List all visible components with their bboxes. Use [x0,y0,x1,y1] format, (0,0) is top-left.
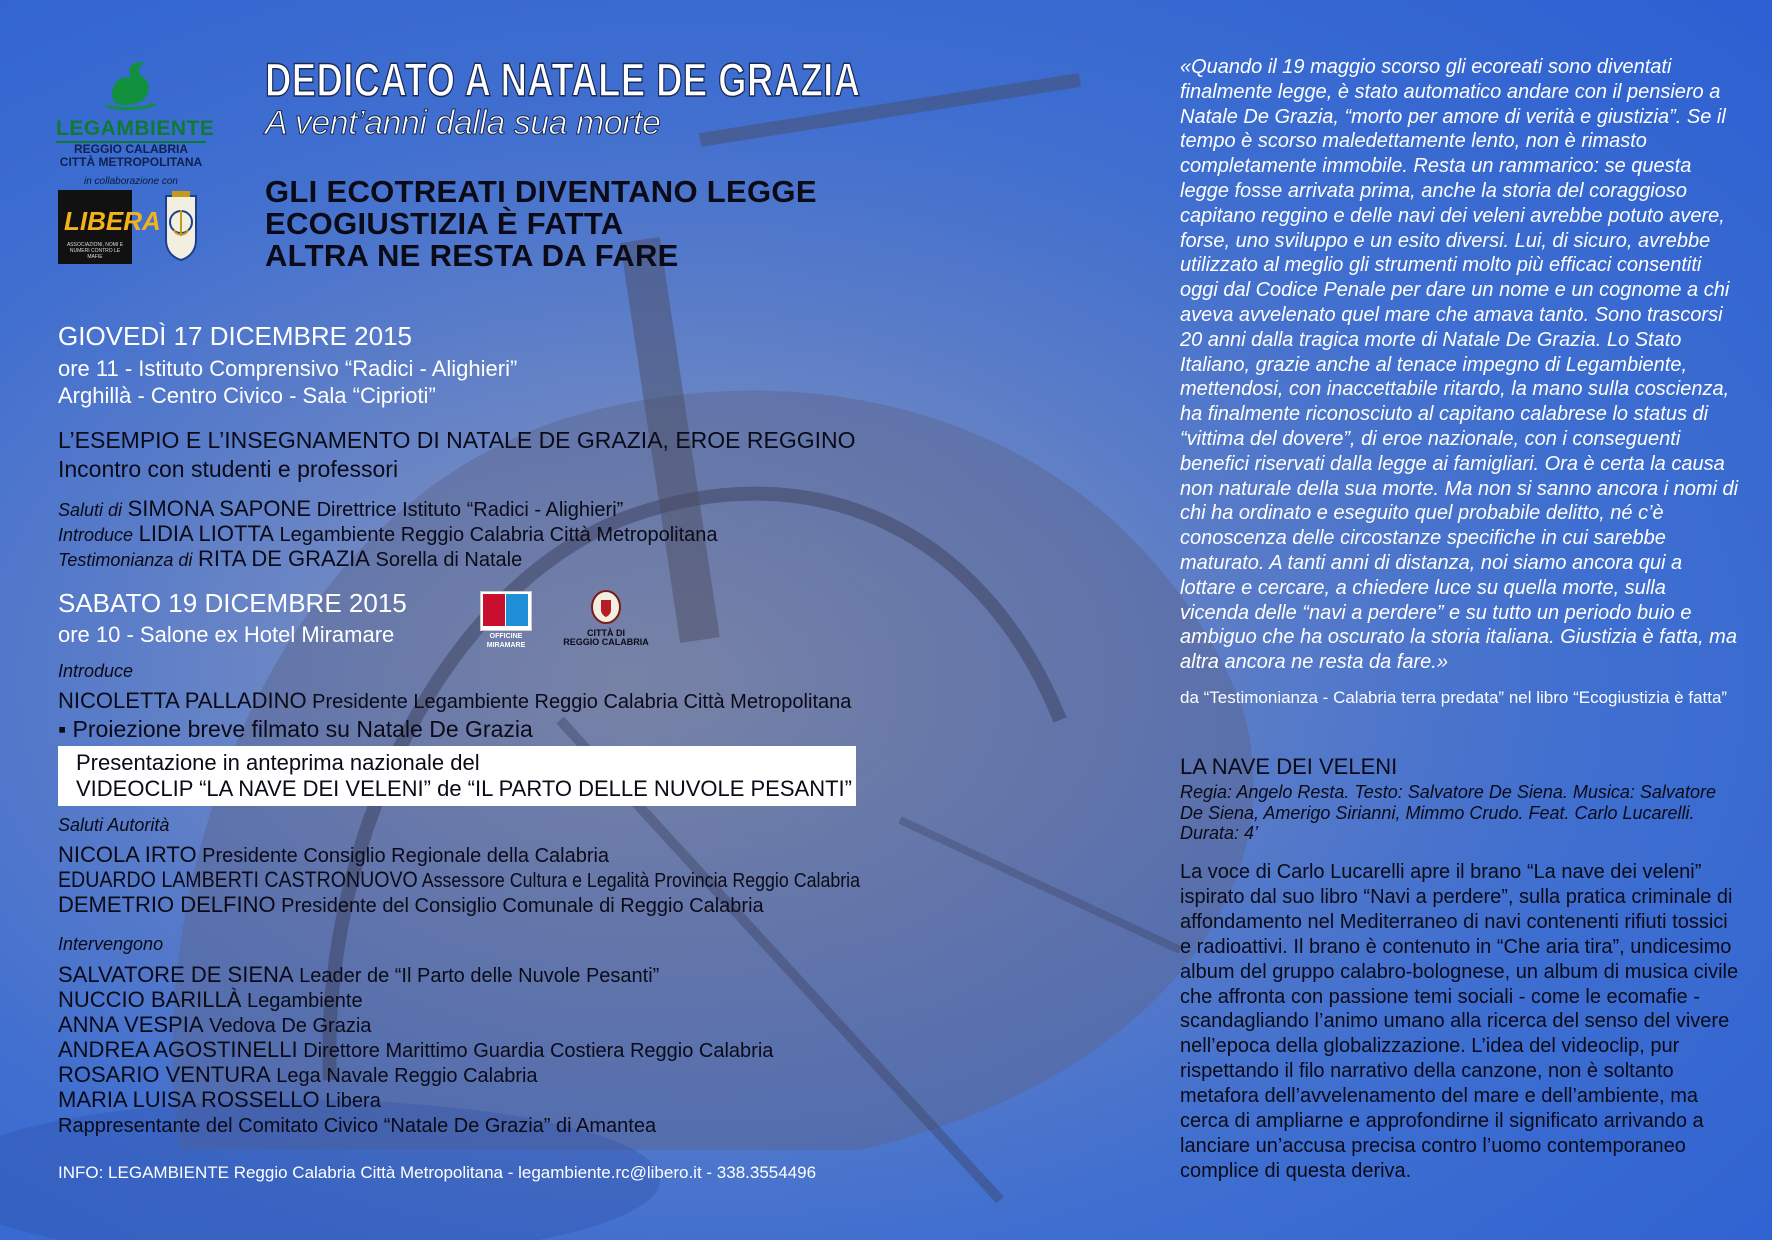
highlight-line-2: VIDEOCLIP “LA NAVE DEI VELENI” de “IL PARTO DELLE NUVOLE PESANTI” [76,776,852,801]
event2-date: SABATO 19 DICEMBRE 2015 [58,588,407,618]
person-name: NUCCIO BARILLÀ [58,987,242,1012]
officine-line2: MIRAMARE [486,642,526,649]
officine-line1: OFFICINE [489,633,523,640]
person-desc: Legambiente [246,990,363,1012]
person-desc: Leader de “Il Parto delle Nuvole Pesanti” [299,965,660,987]
person-role: Testimonianza di [58,550,193,570]
person-desc: Presidente Legambiente Reggio Calabria Città Metropolitana [312,691,852,713]
event1-venue-2: Arghillà - Centro Civico - Sala “Ciprioti” [58,383,436,408]
person-role: Saluti di [58,500,123,520]
citta-reggio-logo [560,590,652,647]
person-desc: Presidente Consiglio Regionale della Calabria [202,845,610,867]
person-desc: Lega Navale Reggio Calabria [276,1065,538,1087]
person-name: SIMONA SAPONE [127,496,311,521]
person-name: DEMETRIO DELFINO [58,892,276,917]
highlight-line-1: Presentazione in anteprima nazionale del [76,750,480,775]
page-subtitle: A vent’anni dalla sua morte [265,104,661,142]
libera-name: LIBERA [64,206,161,236]
event2-venue: ore 10 - Salone ex Hotel Miramare [58,622,395,647]
speaker-line [58,1012,371,1038]
legambiente-line2: CITTÀ METROPOLITANA [59,155,203,169]
legambiente-line1: REGGIO CALABRIA [74,142,188,156]
videoclip-credits: Regia: Angelo Resta. Testo: Salvatore De Siena. Musica: Salvatore De Siena, Amerigo Sirianni, Mimmo Crudo. Feat. Carlo Lucarelli. Durata: 4’ [1180,782,1716,843]
headline-3: ALTRA NE RESTA DA FARE [265,238,679,273]
person-desc: Direttrice Istituto “Radici - Alighieri” [316,499,624,521]
libera-subtitle: ASSOCIAZIONI, NOMI E NUMERI CONTRO LE MAFIE [66,242,124,260]
authority-line [58,892,764,918]
person-name: ROSARIO VENTURA [58,1062,271,1087]
speakers-label: Intervengono [58,934,164,954]
speaker-line [58,1062,538,1088]
collaboration-label: in collaborazione con [84,176,178,187]
authorities-label: Saluti Autorità [58,815,170,835]
authority-line [58,867,860,893]
projection-line: ▪ Proiezione breve filmato su Natale De Grazia [58,716,533,742]
testimony-quote: «Quando il 19 maggio scorso gli ecoreati sono diventati finalmente legge, è stato automatico andare con il pensiero a Natale De Grazia, “morto per amore di verità e giustizia”. Se il tempo è scorso maledettamente lento, non è rimasto completamente immobile. Resta un rammarico: se questa legge fosse arrivata prima, anche la storia del coraggioso capitano reggino e delle navi dei veleni avrebbe potuto avere, forse, uno sviluppo e un esito diversi. Lui, di sicuro, avrebbe utilizzato al meglio gli strumenti molto più efficaci consentiti oggi dal Codice Penale per dare un nome e un cognome a chi aveva avvelenato quel mare che amava tanto. Sono trascorsi 20 anni dalla tragica morte di Natale De Grazia. Lo Stato Italiano, grazie anche al tenace impegno di Legambiente, mettendosi, con inaccettabile ritardo, la mano sulla coscienza, ha finalmente riconosciuto al capitano calabrese lo status di “vittima del dovere”, di eroe nazionale, con i conseguenti benefici riservati dalla legge ai famigliari. Ora è certa la causa non naturale della sua morte. Ma non si sanno ancora i nomi di chi ha ordinato e eseguito quel probabile delitto, né c’è conoscenza delle circostanze specifiche in cui sarebbe maturato. A tanti anni di distanza, noi siamo ancora qui a lottare e cercare, a chiedere luce su quella morte, sulla vicenda delle “navi a perdere” e su tutto un periodo buio e ambiguo che ha oscurato la storia italiana. Giustizia è fatta, ma altra ancora ne resta da fare.» [1180,56,1739,674]
person-desc: Sorella di Natale [375,549,523,571]
person-name: SALVATORE DE SIENA [58,962,294,987]
committee-line: Rappresentante del Comitato Civico “Natale De Grazia” di Amantea [58,1115,657,1137]
citta-line2: REGGIO CALABRIA [563,637,649,647]
anchor-emblem-icon [158,190,204,262]
libera-logo [58,190,161,264]
person-name: EDUARDO LAMBERTI CASTRONUOVO [58,867,418,892]
city-crest-icon [591,590,621,624]
quote-source: da “Testimonianza - Calabria terra predata” nel libro “Ecogiustizia è fatta” [1180,688,1728,707]
person-desc: Legambiente Reggio Calabria Città Metropolitana [279,524,718,546]
videoclip-highlight-box [58,746,856,806]
person-desc: Assessore Cultura e Legalità Provincia Reggio Calabria [421,870,861,892]
page-title: DEDICATO A NATALE DE GRAZIA [265,53,861,106]
speaker-line [58,1087,381,1113]
person-name: RITA DE GRAZIA [197,546,370,571]
headline-2: ECOGIUSTIZIA È FATTA [265,206,624,241]
legambiente-name: LEGAMBIENTE [56,117,206,143]
person-name: MARIA LUISA ROSSELLO [58,1087,320,1112]
person-role: Introduce [58,525,134,545]
videoclip-description: La voce di Carlo Lucarelli apre il brano “La nave dei veleni” ispirato dal suo libro “Navi a perdere”, sulla pratica criminale di affondamento nel Mediterraneo di navi contenenti rifiuti tossici e radioattivi. Il brano è contenuto in “Che aria tira”, undicesimo album del gruppo calabro-bolognese, un album di musica civile che affronta con passione temi sociali - come le ecomafie - scandagliando l’animo umano alla ricerca del senso del vivere nell’epoca della globalizzazione. L’idea del videoclip, pur rispettando il filo narrativo della canzone, non è soltanto metafora dell’avvelenamento del mare e dell’ambiente, ma cerca di ampliarne e approfondirne il significato arrivando a lanciare un’accusa precisa contro l’uomo contemporaneo complice di questa deriva. [1180,861,1739,1182]
person-name: ANDREA AGOSTINELLI [58,1037,298,1062]
speaker-line [58,1037,773,1063]
event1-venue-1: ore 11 - Istituto Comprensivo “Radici - Alighieri” [58,356,518,381]
swan-icon [101,56,161,112]
event1-person [58,546,522,572]
event1-person [58,496,623,522]
speaker-line [58,962,659,988]
person-desc: Direttore Marittimo Guardia Costiera Reggio Calabria [303,1040,774,1062]
introduce-label: Introduce [58,661,134,681]
person-name: NICOLA IRTO [58,842,197,867]
officine-miramare-logo [480,591,532,649]
person-desc: Vedova De Grazia [209,1015,372,1037]
authority-line [58,842,609,868]
event1-date: GIOVEDÌ 17 DICEMBRE 2015 [58,321,413,351]
event2-introducer [58,688,851,714]
contact-info: INFO: LEGAMBIENTE Reggio Calabria Città Metropolitana - legambiente.rc@libero.it - 338.3554496 [58,1163,817,1182]
person-desc: Presidente del Consiglio Comunale di Reggio Calabria [281,895,764,917]
person-name: ANNA VESPIA [58,1012,204,1037]
person-name: LIDIA LIOTTA [138,521,274,546]
event1-person [58,521,718,547]
person-desc: Libera [325,1090,381,1112]
videoclip-title: LA NAVE DEI VELENI [1180,754,1398,779]
event1-title: L’ESEMPIO E L’INSEGNAMENTO DI NATALE DE GRAZIA, EROE REGGINO [58,427,856,453]
person-name: NICOLETTA PALLADINO [58,688,307,713]
headline-1: GLI ECOTREATI DIVENTANO LEGGE [265,174,817,209]
citta-line1: CITTÀ DI [587,628,625,638]
event1-subtitle: Incontro con studenti e professori [58,456,399,482]
legambiente-logo [56,56,215,169]
speaker-line [58,987,363,1013]
